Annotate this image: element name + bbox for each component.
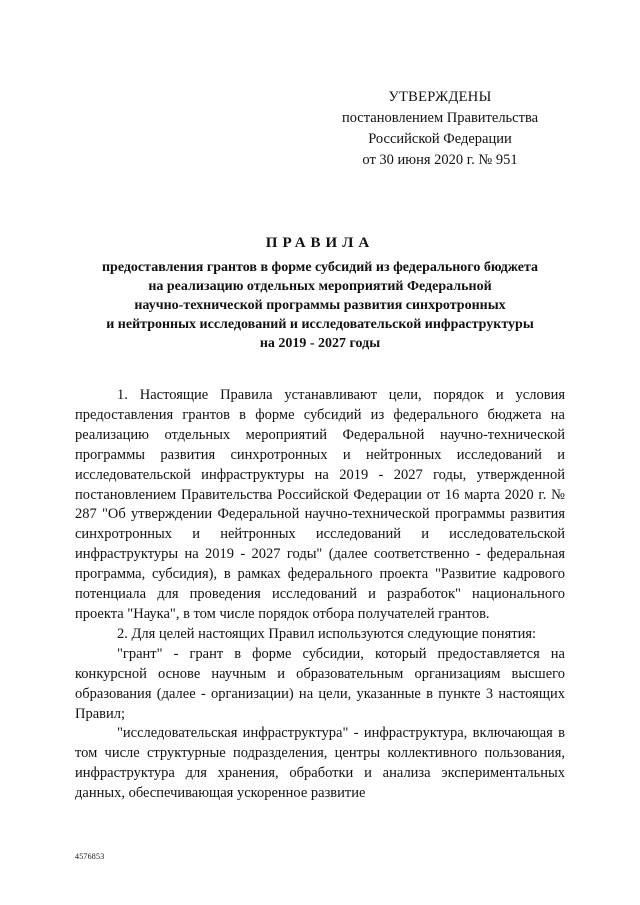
document-body xyxy=(75,386,565,804)
approval-date-number: от 30 июня 2020 г. № 951 xyxy=(362,152,518,168)
approval-line-2: Российской Федерации xyxy=(368,131,512,147)
document-subtitle xyxy=(75,258,565,353)
subtitle-line-1: предоставления грантов в форме субсидий из федерального бюджета xyxy=(101,260,539,275)
document-title: ПРАВИЛА xyxy=(265,235,375,251)
paragraph-4: "исследовательская инфраструктура" - инфраструктура, включающая в том числе структурные подразделения, центры коллективного пользования, инфраструктура для хранения, обработки и анализа экспериментальных данных, обеспечивающая ускоренное развитие xyxy=(75,725,565,802)
approval-line-1: постановлением Правительства xyxy=(341,110,539,126)
subtitle-line-5: на 2019 - 2027 годы xyxy=(259,336,381,351)
paragraph-1: 1. Настоящие Правила устанавливают цели, порядок и условия предоставления грантов в форме субсидий из федерального бюджета на реализацию отдельных мероприятий Федеральной научно-технической программы развития синхротронных и нейтронных исследований и исследовательской инфраструктуры на 2019 - 2027 годы, утвержденной постановлением Правительства Российской Федерации от 16 марта 2020 г. № 287 "Об утверждении Федеральной научно-технической программы развития синхротронных и нейтронных исследований и исследовательской инфраструктуры на 2019 - 2027 годы" (далее соответственно - федеральная программа, субсидия), в рамках федерального проекта "Развитие кадрового потенциала для проведения исследований и разработок" национального проекта "Наука", в том числе порядок отбора получателей грантов. xyxy=(75,387,565,622)
document-code: 4576853 xyxy=(75,852,105,861)
subtitle-line-2: на реализацию отдельных мероприятий Федеральной xyxy=(148,279,492,294)
paragraph-3: "грант" - грант в форме субсидии, который предоставляется на конкурсной основе научным и образовательным организациям высшего образования (далее - организации) на цели, указанные в пункте 3 настоящих Правил; xyxy=(75,645,565,722)
subtitle-line-4: и нейтронных исследований и исследовательской инфраструктуры xyxy=(106,317,534,332)
paragraph-2: 2. Для целей настоящих Правил используются следующие понятия: xyxy=(117,625,537,642)
subtitle-line-3: научно-технической программы развития синхротронных xyxy=(134,298,506,313)
approval-block xyxy=(320,87,560,171)
approval-heading: УТВЕРЖДЕНЫ xyxy=(388,89,492,105)
